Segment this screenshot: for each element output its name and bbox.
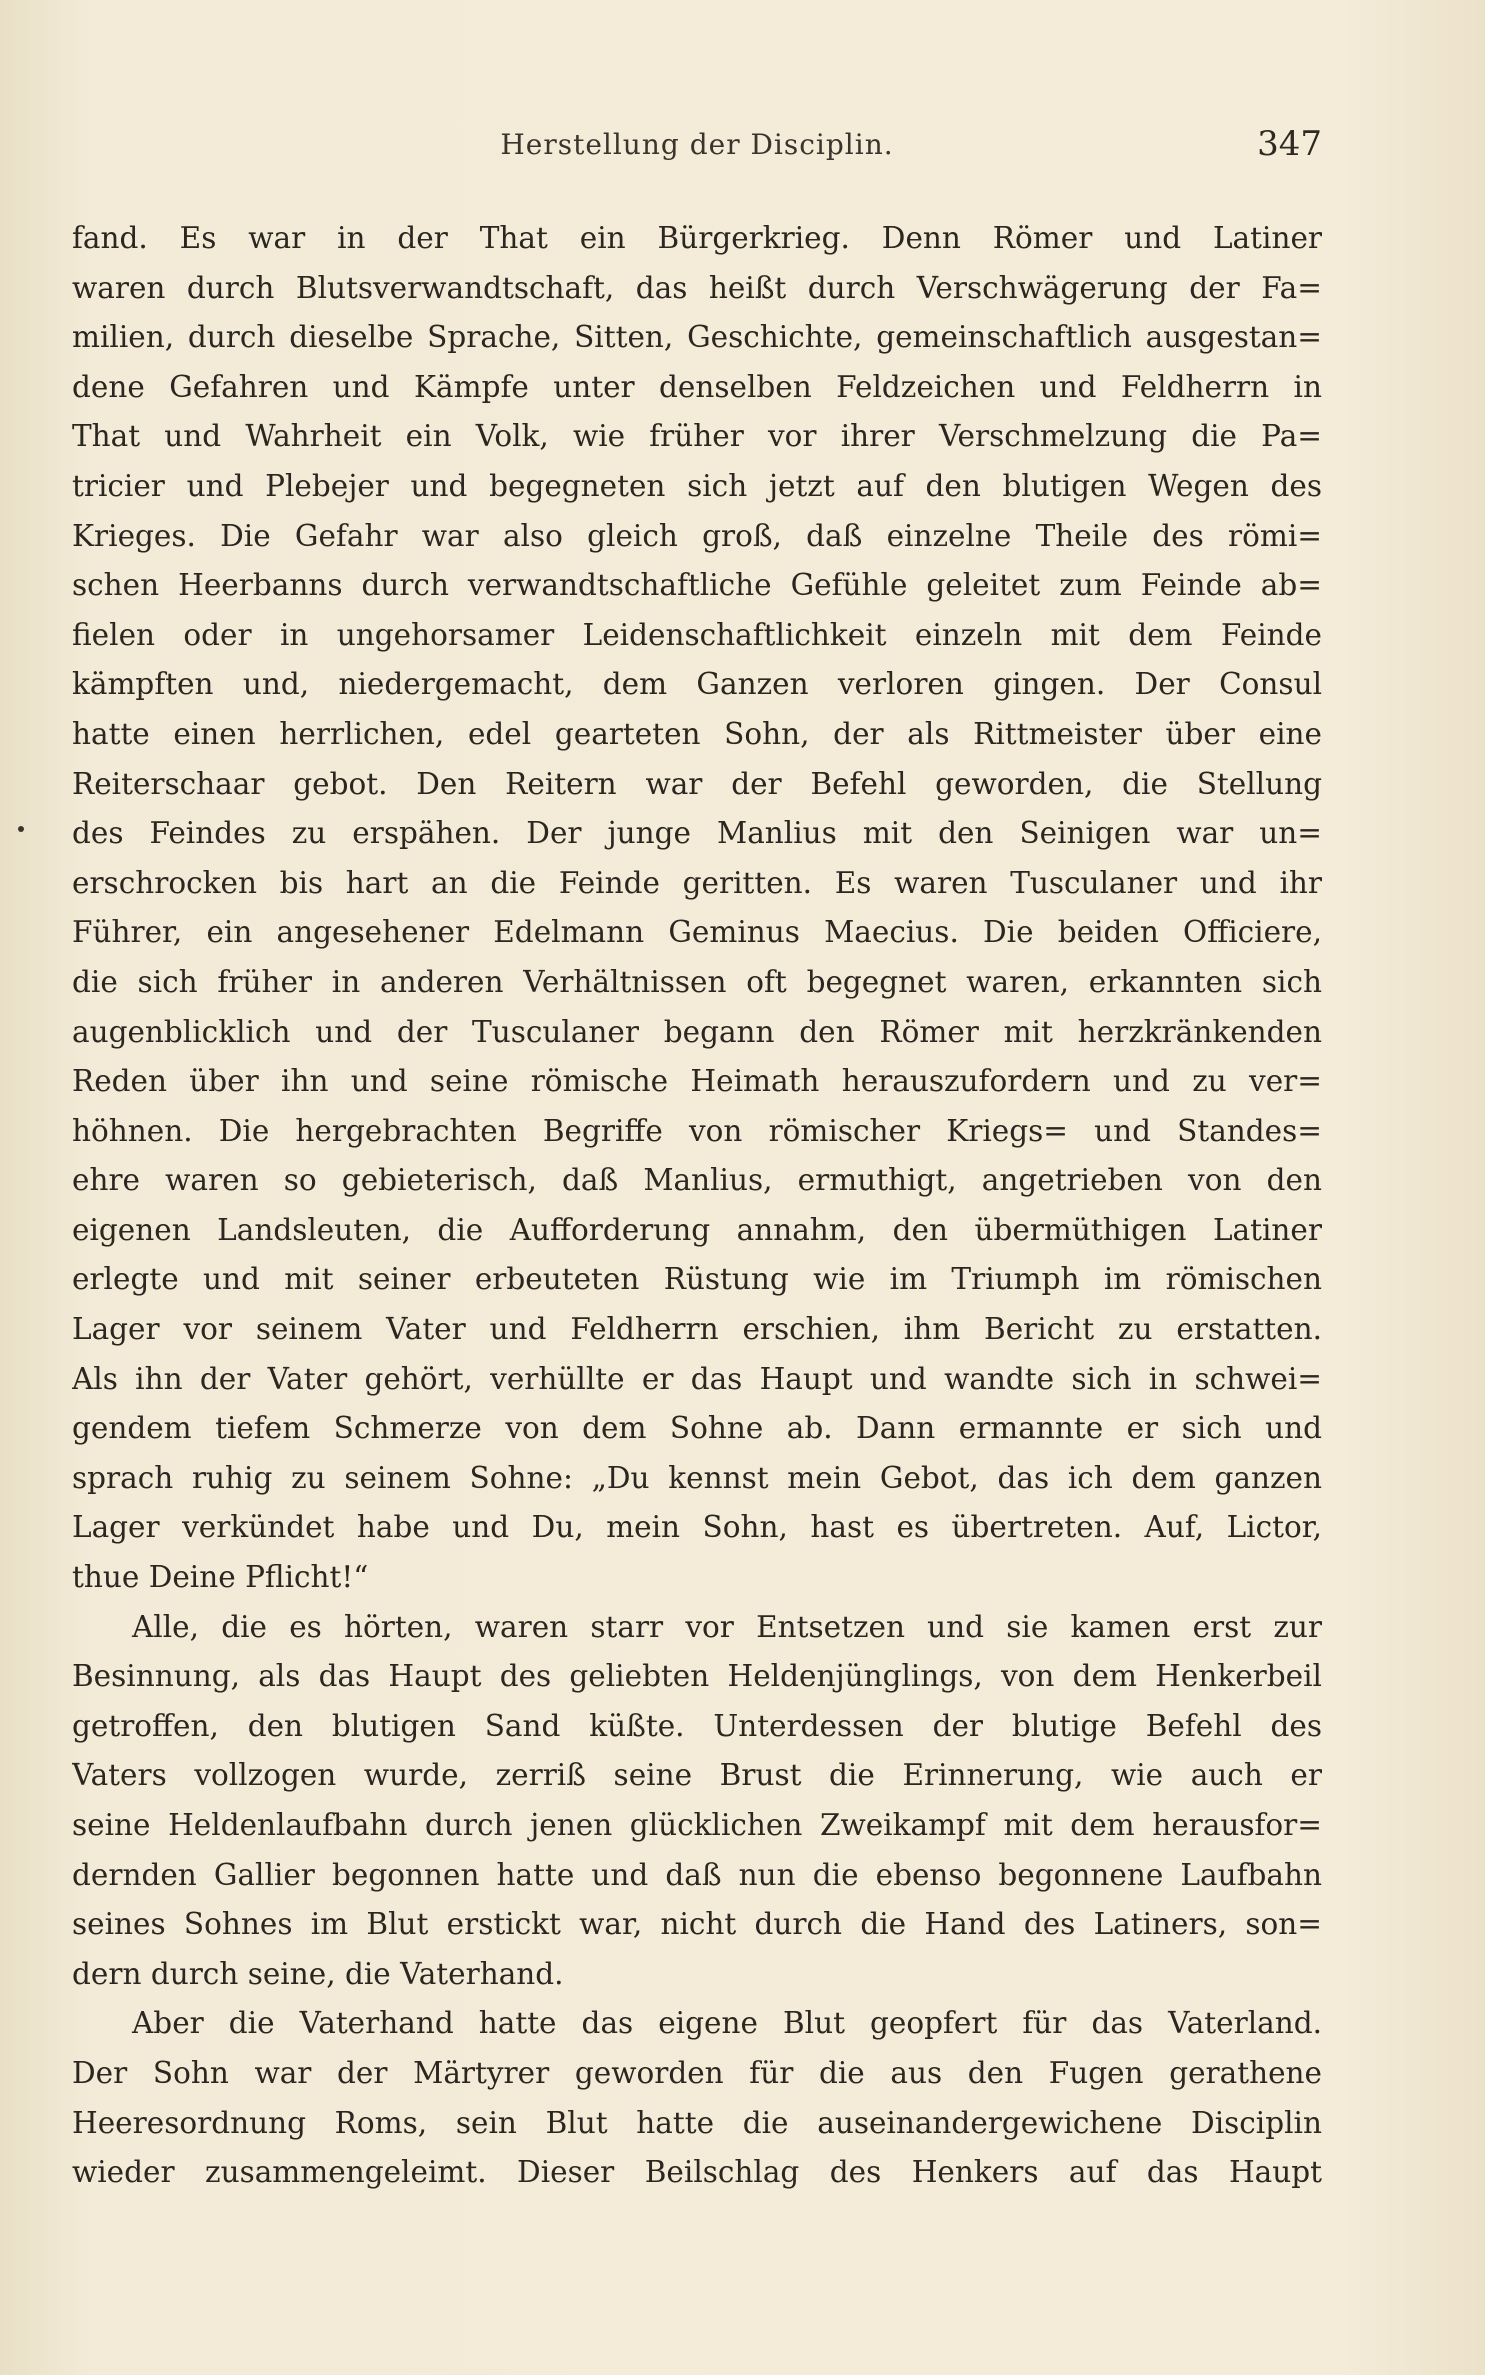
text-line: Führer, ein angesehener Edelmann Geminus Maecius. Die beiden Officiere, [72, 915, 1322, 950]
text-line: seines Sohnes im Blut erstickt war, nicht durch die Hand des Latiners, son= [72, 1907, 1322, 1942]
text-line: erlegte und mit seiner erbeuteten Rüstung wie im Triumph im römischen [72, 1262, 1322, 1297]
text-line: die sich früher in anderen Verhältnissen oft begegnet waren, erkannten sich [72, 964, 1322, 999]
text-line: Als ihn der Vater gehört, verhüllte er das Haupt und wandte sich in schwei= [72, 1361, 1322, 1396]
text-line: dene Gefahren und Kämpfe unter denselben Feldzeichen und Feldherrn in [72, 369, 1322, 404]
text-line: Reiterschaar gebot. Den Reitern war der Befehl geworden, die Stellung [72, 766, 1322, 801]
text-line: getroffen, den blutigen Sand küßte. Unterdessen der blutige Befehl des [72, 1708, 1322, 1743]
text-line: Heeresordnung Roms, sein Blut hatte die auseinandergewichene Disciplin [72, 2105, 1322, 2140]
text-line: waren durch Blutsverwandtschaft, das heißt durch Verschwägerung der Fa= [72, 270, 1322, 305]
margin-mark [18, 826, 24, 832]
page-header [72, 124, 1322, 178]
text-line: des Feindes zu erspähen. Der junge Manlius mit den Seinigen war un= [72, 816, 1322, 851]
text-line: thue Deine Pflicht!“ [72, 1560, 369, 1595]
page-number: 347 [1257, 124, 1322, 164]
text-line: erschrocken bis hart an die Feinde geritten. Es waren Tusculaner und ihr [72, 865, 1322, 900]
text-line: Lager verkündet habe und Du, mein Sohn, hast es übertreten. Auf, Lictor, [72, 1510, 1322, 1545]
text-line: gendem tiefem Schmerze von dem Sohne ab. Dann ermannte er sich und [72, 1411, 1322, 1446]
text-line: sprach ruhig zu seinem Sohne: „Du kennst mein Gebot, das ich dem ganzen [72, 1460, 1322, 1495]
body-text [72, 214, 1322, 2198]
text-line: Krieges. Die Gefahr war also gleich groß, daß einzelne Theile des römi= [72, 518, 1322, 553]
text-line: Lager vor seinem Vater und Feldherrn erschien, ihm Bericht zu erstatten. [72, 1312, 1322, 1347]
text-line: fielen oder in ungehorsamer Leidenschaftlichkeit einzeln mit dem Feinde [72, 617, 1322, 652]
text-line: Besinnung, als das Haupt des geliebten Heldenjünglings, von dem Henkerbeil [72, 1659, 1322, 1694]
text-line: Alle, die es hörten, waren starr vor Entsetzen und sie kamen erst zur [132, 1609, 1322, 1644]
text-line: höhnen. Die hergebrachten Begriffe von römischer Kriegs= und Standes= [72, 1113, 1322, 1148]
text-line: kämpften und, niedergemacht, dem Ganzen verloren gingen. Der Consul [72, 667, 1322, 702]
text-line: tricier und Plebejer und begegneten sich jetzt auf den blutigen Wegen des [72, 468, 1322, 503]
text-line: ehre waren so gebieterisch, daß Manlius, ermuthigt, angetrieben von den [72, 1163, 1322, 1198]
text-line: schen Heerbanns durch verwandtschaftliche Gefühle geleitet zum Feinde ab= [72, 568, 1322, 603]
text-line: Reden über ihn und seine römische Heimath herauszufordern und zu ver= [72, 1064, 1322, 1099]
text-line: seine Heldenlaufbahn durch jenen glücklichen Zweikampf mit dem herausfor= [72, 1808, 1322, 1842]
text-line: Der Sohn war der Märtyrer geworden für die aus den Fugen gerathene [72, 2055, 1322, 2090]
text-line: That und Wahrheit ein Volk, wie früher vor ihrer Verschmelzung die Pa= [72, 419, 1322, 454]
text-line: wieder zusammengeleimt. Dieser Beilschlag des Henkers auf das Haupt [72, 2155, 1322, 2190]
running-head: Herstellung der Disciplin. [500, 128, 894, 161]
text-line: Vaters vollzogen wurde, zerriß seine Brust die Erinnerung, wie auch er [72, 1758, 1322, 1793]
text-line: eigenen Landsleuten, die Aufforderung annahm, den übermüthigen Latiner [72, 1212, 1322, 1247]
text-line: fand. Es war in der That ein Bürgerkrieg. Denn Römer und Latiner [72, 221, 1322, 255]
text-line: milien, durch dieselbe Sprache, Sitten, Geschichte, gemeinschaftlich ausgestan= [72, 320, 1322, 355]
text-line: dern durch seine, die Vaterhand. [72, 1956, 564, 1991]
text-line: Aber die Vaterhand hatte das eigene Blut geopfert für das Vaterland. [132, 2006, 1322, 2041]
text-line: hatte einen herrlichen, edel gearteten Sohn, der als Rittmeister über eine [72, 716, 1322, 751]
text-line: augenblicklich und der Tusculaner begann den Römer mit herzkränkenden [72, 1014, 1322, 1049]
text-line: dernden Gallier begonnen hatte und daß nun die ebenso begonnene Laufbahn [72, 1857, 1322, 1892]
